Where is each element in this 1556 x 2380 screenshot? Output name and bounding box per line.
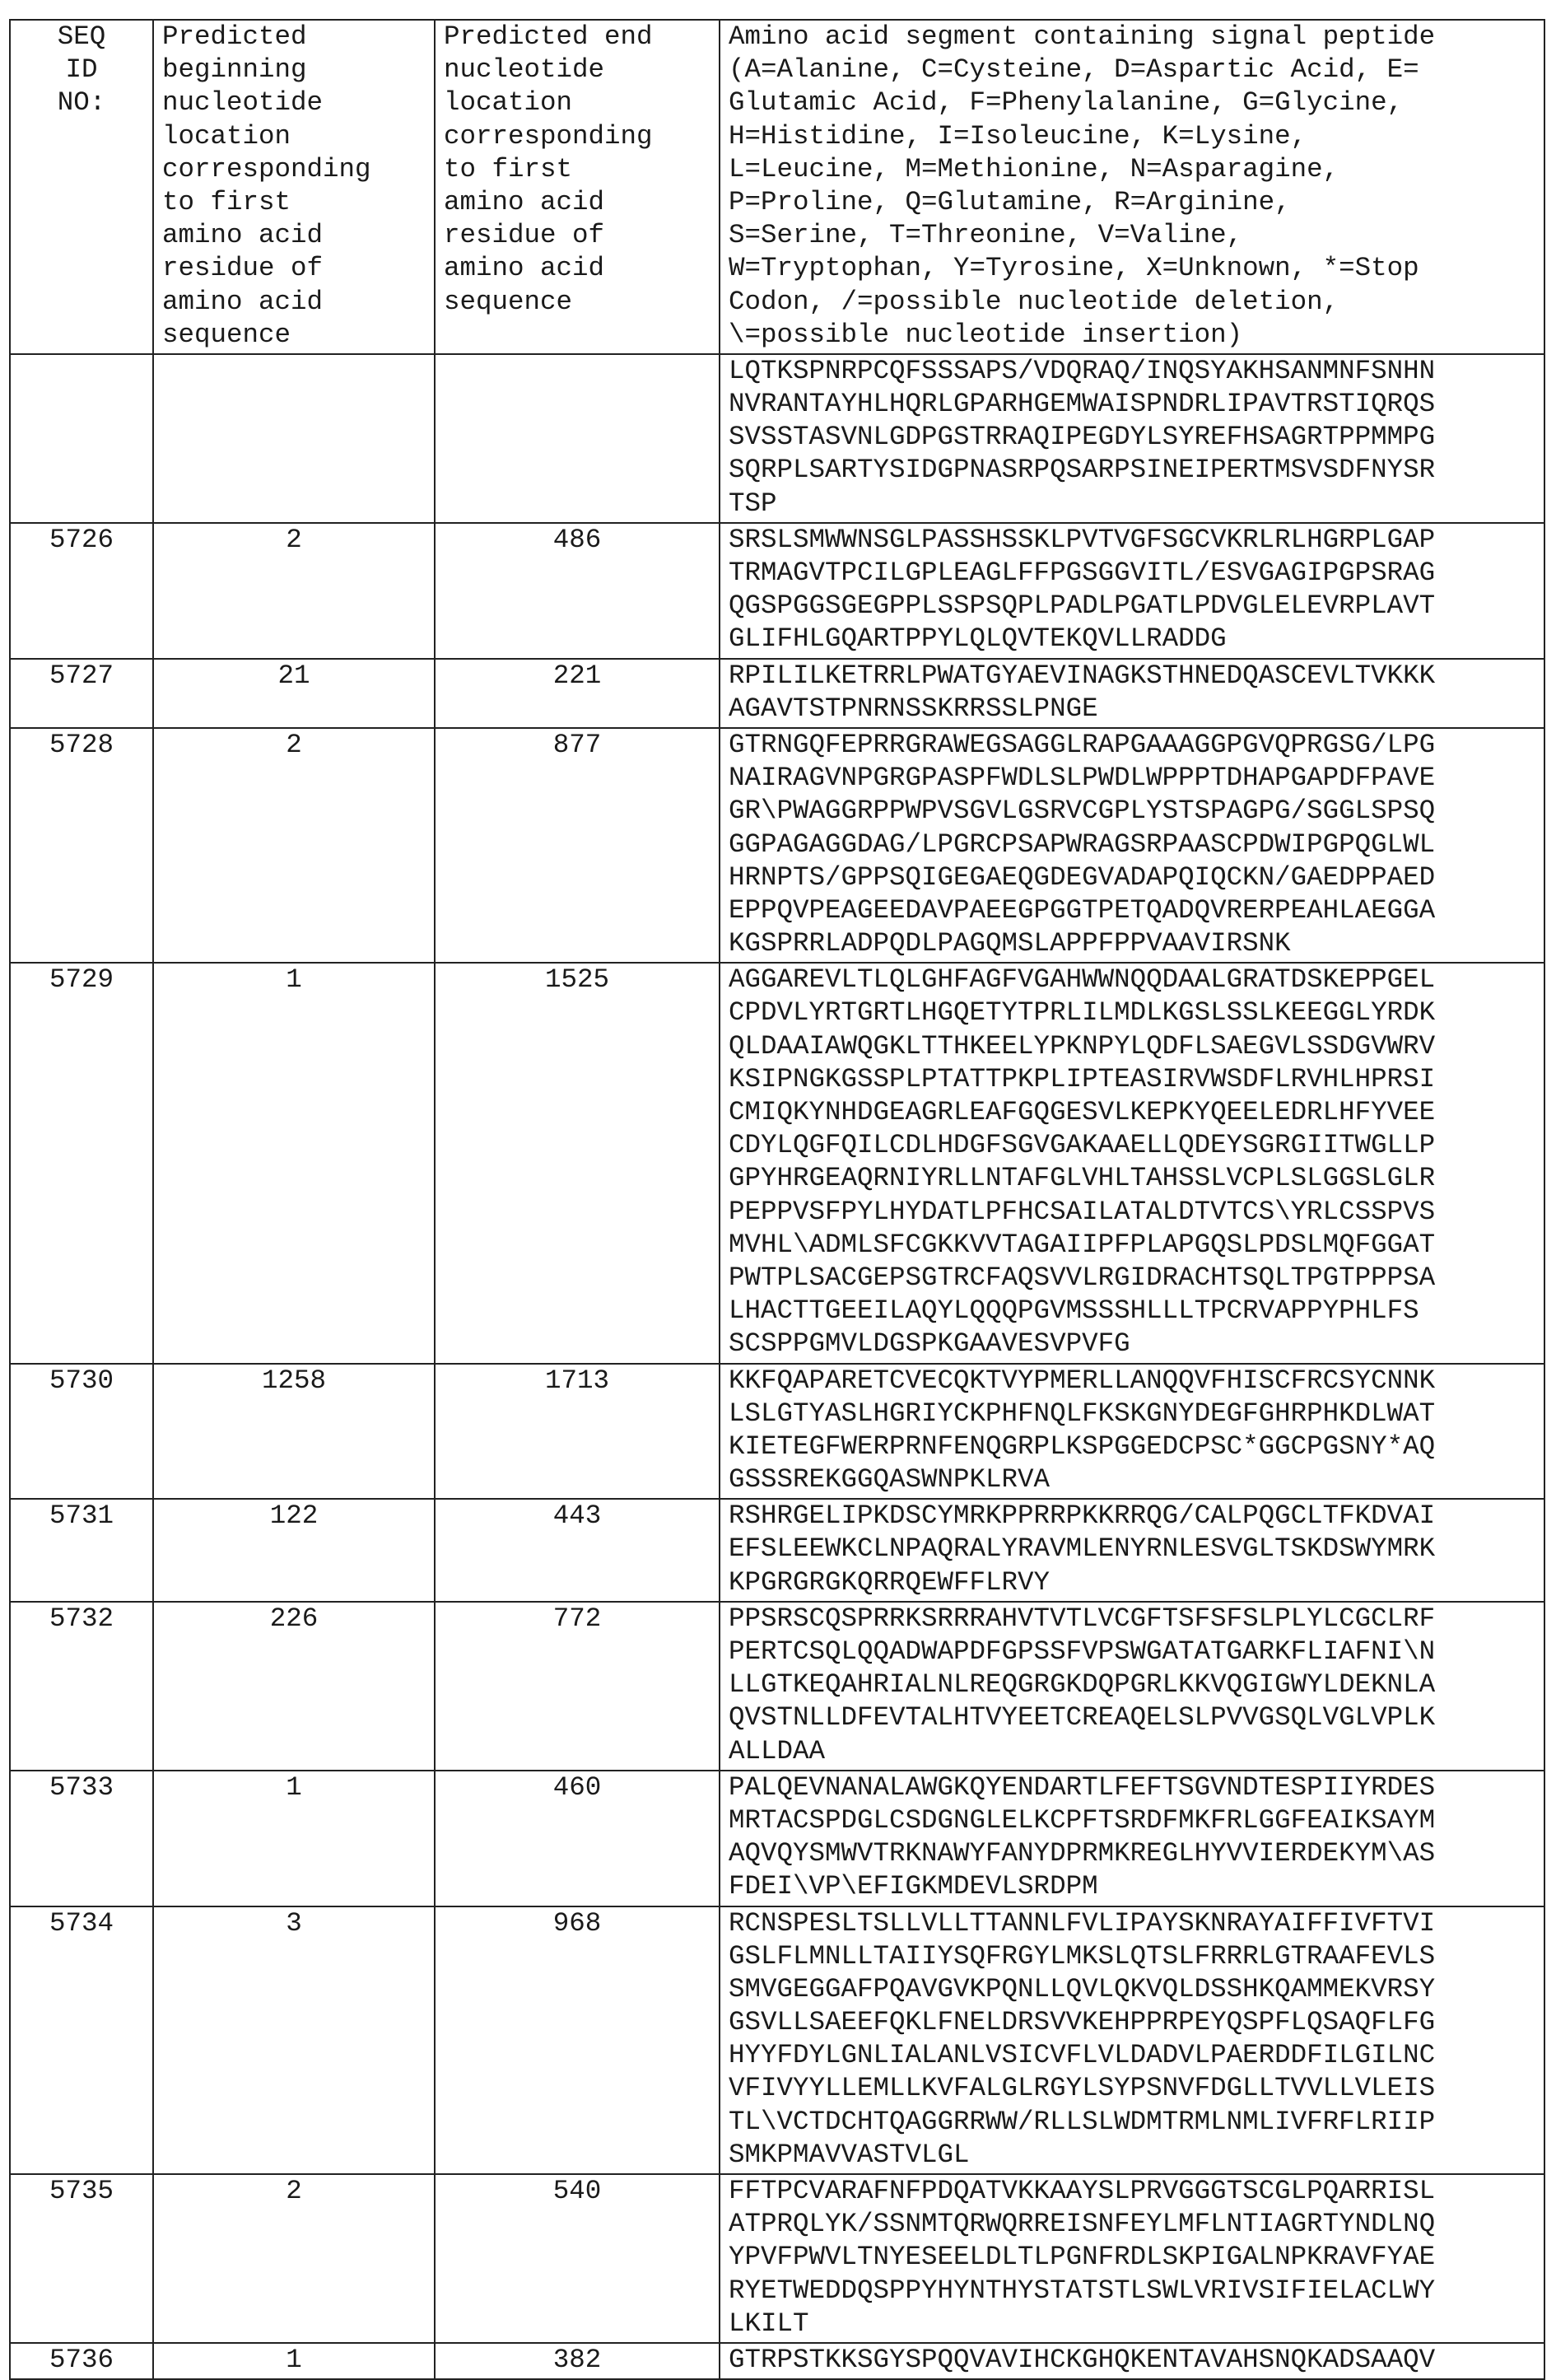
text-line: SRSLSMWWNSGLPASSHSSKLPVTVGFSGCVKRLRLHGRPLGAP [729,524,1540,557]
end-location: 486 [439,524,715,557]
text-line: CPDVLYRTGRTLHGQETYTPRLILMDLKGSLSSLKEEGGLYRDK [729,996,1540,1029]
text-line: \=possible nucleotide insertion) [729,319,1540,352]
text-line: to first [162,186,431,219]
text-line: ALLDAA [729,1735,1540,1768]
end-location: 540 [439,2175,715,2208]
begin-cell [153,1602,435,1771]
begin-location: 226 [157,1603,431,1636]
seq-id-cell [10,1602,153,1771]
seq-id [14,355,149,388]
table-row [10,354,1544,523]
text-line: EPPQVPEAGEEDAVPAEEGPGGTPETQADQVRERPEAHLAEGGA [729,894,1540,927]
sequence-cell [720,1499,1544,1602]
begin-location: 3 [157,1907,431,1940]
begin-cell [153,523,435,659]
seq-id-cell [10,2343,153,2379]
text-line: corresponding [444,120,715,153]
text-line: HRNPTS/GPPSQIGEGAEQGDEGVADAPQIQCKN/GAEDPPAED [729,861,1540,894]
begin-location: 21 [157,660,431,693]
text-line: CMIQKYNHDGEAGRLEAFGQGESVLKEPKYQEELEDRLHFYVEE [729,1096,1540,1129]
seq-id-cell [10,659,153,728]
seq-id-cell [10,354,153,523]
table-row [10,1499,1544,1602]
seq-id-cell [10,1364,153,1500]
text-line: RSHRGELIPKDSCYMRKPPRRPKKRRQG/CALPQGCLTFKDVAI [729,1500,1540,1533]
seq-id-cell [10,1499,153,1602]
sequence-cell [720,1906,1544,2175]
text-line: QGSPGGSGEGPPLSSPSQPLPADLPGATLPDVGLELEVRPLAVT [729,590,1540,623]
end-cell [435,523,720,659]
end-cell [435,1499,720,1602]
seq-id: 5726 [14,524,149,557]
text-line: EFSLEEWKCLNPAQRALYRAVMLENYRNLESVGLTSKDSWYMRK [729,1533,1540,1566]
text-line: corresponding [162,153,431,186]
text-line: amino acid [444,186,715,219]
text-line: LLGTKEQAHRIALNLREQGRGKDQPGRLKKVQGIGWYLDEKNLA [729,1668,1540,1701]
begin-cell [153,1771,435,1906]
sequence-cell [720,2174,1544,2343]
end-location [439,355,715,388]
text-line: nucleotide [444,54,715,86]
text-line: residue of [162,252,431,285]
text-line: sequence [162,319,431,352]
header-begin-location [153,20,435,354]
text-line: TRMAGVTPCILGPLEAGLFFPGSGGVITL/ESVGAGIPGPSRAG [729,557,1540,590]
table-row [10,1771,1544,1906]
end-location: 877 [439,729,715,762]
text-line: GLIFHLGQARTPPYLQLQVTEKQVLLRADDG [729,623,1540,656]
text-line: SMVGEGGAFPQAVGVKPQNLLQVLQKVQLDSSHKQAMMEKVRSY [729,1973,1540,2006]
begin-cell [153,2343,435,2379]
end-location: 382 [439,2344,715,2377]
text-line: GTRPSTKKSGYSPQQVAVIHCKGHQKENTAVAHSNQKADSAAQV [729,2344,1540,2377]
seq-id: 5734 [14,1907,149,1940]
text-line: GTRNGQFEPRRGRAWEGSAGGLRAPGAAAGGPGVQPRGSG/LPG [729,729,1540,762]
end-location: 772 [439,1603,715,1636]
sequence-cell [720,2343,1544,2379]
text-line: KPGRGRGKQRRQEWFFLRVY [729,1566,1540,1599]
text-line: NO: [14,86,149,119]
text-line: W=Tryptophan, Y=Tyrosine, X=Unknown, *=Stop [729,252,1540,285]
text-line: GR\PWAGGRPPWPVSGVLGSRVCGPLYSTSPAGPG/SGGLSPSQ [729,795,1540,828]
sequence-cell [720,659,1544,728]
text-line: GPYHRGEAQRNIYRLLNTAFGLVHLTAHSSLVCPLSLGGSLGLR [729,1162,1540,1195]
text-line: QVSTNLLDFEVTALHTVYEETCREAQELSLPVVGSQLVGLVPLK [729,1701,1540,1734]
begin-location: 1 [157,2344,431,2377]
seq-id: 5735 [14,2175,149,2208]
text-line: MVHL\ADMLSFCGKKVVTAGAIIPFPLAPGQSLPDSLMQFGGAT [729,1229,1540,1262]
sequence-cell [720,354,1544,523]
text-line: LQTKSPNRPCQFSSSAPS/VDQRAQ/INQSYAKHSANMNFSNHN [729,355,1540,388]
text-line: RPILILKETRRLPWATGYAEVINAGKSTHNEDQASCEVLTVKKK [729,660,1540,693]
text-line: GSLFLMNLLTAIIYSQFRGYLMKSLQTSLFRRRLGTRAAFEVLS [729,1940,1540,1973]
end-location: 460 [439,1771,715,1804]
text-line: PALQEVNANALAWGKQYENDARTLFEFTSGVNDTESPIIYRDES [729,1771,1540,1804]
seq-id-cell [10,728,153,963]
end-cell [435,728,720,963]
text-line: RYETWEDDQSPPYHYNTHYSTATSTLSWLVRIVSIFIELACLWY [729,2275,1540,2308]
text-line: HYYFDYLGNLIALANLVSICVFLVLDADVLPAERDDFILGILNC [729,2039,1540,2072]
begin-location: 1 [157,1771,431,1804]
text-line: S=Serine, T=Threonine, V=Valine, [729,219,1540,252]
text-line: location [162,120,431,153]
table-row [10,963,1544,1363]
text-line: VFIVYYLLEMLLKVFALGLRGYLSYPSNVFDGLLTVVLLVLEIS [729,2072,1540,2105]
text-line: FFTPCVARAFNFPDQATVKKAAYSLPRVGGGTSCGLPQARRISL [729,2175,1540,2208]
text-line: Predicted [162,21,431,54]
seq-id: 5727 [14,660,149,693]
begin-location: 1 [157,964,431,996]
begin-location: 122 [157,1500,431,1533]
seq-id: 5730 [14,1365,149,1398]
text-line: ID [14,54,149,86]
begin-cell [153,354,435,523]
begin-location: 2 [157,729,431,762]
text-line: KKFQAPARETCVECQKTVYPMERLLANQQVFHISCFRCSYCNNK [729,1365,1540,1398]
begin-cell [153,1499,435,1602]
text-line: ATPRQLYK/SSNMTQRWQRREISNFEYLMFLNTIAGRTYNDLNQ [729,2208,1540,2241]
seq-id-cell [10,1771,153,1906]
text-line: location [444,86,715,119]
seq-id: 5731 [14,1500,149,1533]
text-line: (A=Alanine, C=Cysteine, D=Aspartic Acid, E= [729,54,1540,86]
text-line: Glutamic Acid, F=Phenylalanine, G=Glycine, [729,86,1540,119]
end-cell [435,1602,720,1771]
table-body [10,20,1544,2379]
table-row [10,523,1544,659]
text-line: KGSPRRLADPQDLPAGQMSLAPPFPPVAAVIRSNK [729,927,1540,960]
text-line: YPVFPWVLTNYESEELDLTLPGNFRDLSKPIGALNPKRAVFYAE [729,2241,1540,2274]
text-line: amino acid [162,286,431,319]
text-line: AGAVTSTPNRNSSKRRSSLPNGE [729,693,1540,726]
seq-id-cell [10,2174,153,2343]
table-row [10,1602,1544,1771]
end-cell [435,1906,720,2175]
text-line: PEPPVSFPYLHYDATLPFHCSAILATALDTVTCS\YRLCSSPVS [729,1196,1540,1229]
end-location: 443 [439,1500,715,1533]
text-line: PWTPLSACGEPSGTRCFAQSVVLRGIDRACHTSQLTPGTPPPSA [729,1262,1540,1295]
text-line: NVRANTAYHLHQRLGPARHGEMWAISPNDRLIPAVTRSTIQRQS [729,388,1540,421]
begin-cell [153,1906,435,2175]
end-cell [435,2174,720,2343]
text-line: SEQ [14,21,149,54]
header-row [10,20,1544,354]
table-row [10,728,1544,963]
text-line: PPSRSCQSPRRKSRRRAHVTVTLVCGFTSFSFSLPLYLCGCLRF [729,1603,1540,1636]
text-line: amino acid [444,252,715,285]
table-row [10,659,1544,728]
begin-cell [153,963,435,1363]
text-line: KIETEGFWERPRNFENQGRPLKSPGGEDCPSC*GGCPGSNY*AQ [729,1430,1540,1463]
header-amino-acid-segment [720,20,1544,354]
seq-id-cell [10,523,153,659]
begin-cell [153,1364,435,1500]
end-location: 968 [439,1907,715,1940]
end-location: 1713 [439,1365,715,1398]
text-line: TSP [729,488,1540,520]
sequence-cell [720,1364,1544,1500]
begin-location: 2 [157,2175,431,2208]
text-line: H=Histidine, I=Isoleucine, K=Lysine, [729,120,1540,153]
text-line: amino acid [162,219,431,252]
text-line: GSSSREKGGQASWNPKLRVA [729,1463,1540,1496]
begin-location: 2 [157,524,431,557]
seq-id: 5728 [14,729,149,762]
text-line: Codon, /=possible nucleotide deletion, [729,286,1540,319]
seq-id-cell [10,963,153,1363]
begin-location [157,355,431,388]
text-line: KSIPNGKGSSPLPTATTPKPLIPTEASIRVWSDFLRVHLHPRSI [729,1063,1540,1096]
text-line: LKILT [729,2308,1540,2340]
text-line: LSLGTYASLHGRIYCKPHFNQLFKSKGNYDEGFGHRPHKDLWAT [729,1398,1540,1430]
text-line: MRTACSPDGLCSDGNGLELKCPFTSRDFMKFRLGGFEAIKSAYM [729,1804,1540,1837]
end-cell [435,2343,720,2379]
text-line: SVSSTASVNLGDPGSTRRAQIPEGDYLSYREFHSAGRTPPMMPG [729,421,1540,454]
end-location: 1525 [439,964,715,996]
text-line: NAIRAGVNPGRGPASPFWDLSLPWDLWPPPTDHAPGAPDFPAVE [729,762,1540,795]
seq-id: 5736 [14,2344,149,2377]
text-line: PERTCSQLQQADWAPDFGPSSFVPSWGATATGARKFLIAFNI\N [729,1636,1540,1668]
text-line: beginning [162,54,431,86]
sequence-cell [720,523,1544,659]
text-line: TL\VCTDCHTQAGGRRWW/RLLSLWDMTRMLNMLIVFRFLRIIP [729,2106,1540,2139]
end-cell [435,1771,720,1906]
seq-id: 5729 [14,964,149,996]
text-line: AGGAREVLTLQLGHFAGFVGAHWWNQQDAALGRATDSKEPPGEL [729,964,1540,996]
table-row [10,2174,1544,2343]
seq-id: 5733 [14,1771,149,1804]
end-location: 221 [439,660,715,693]
text-line: L=Leucine, M=Methionine, N=Asparagine, [729,153,1540,186]
text-line: SCSPPGMVLDGSPKGAAVESVPVFG [729,1328,1540,1360]
header-seq-id [10,20,153,354]
table-row [10,2343,1544,2379]
end-cell [435,659,720,728]
end-cell [435,1364,720,1500]
text-line: residue of [444,219,715,252]
text-line: to first [444,153,715,186]
text-line: SMKPMAVVASTVLGL [729,2139,1540,2172]
seq-id: 5732 [14,1603,149,1636]
text-line: QLDAAIAWQGKLTTHKEELYPKNPYLQDFLSAEGVLSSDGVWRV [729,1030,1540,1063]
sequence-cell [720,1771,1544,1906]
begin-cell [153,2174,435,2343]
text-line: GGPAGAGGDAG/LPGRCPSAPWRAGSRPAASCPDWIPGPQGLWL [729,828,1540,861]
text-line: FDEI\VP\EFIGKMDEVLSRDPM [729,1870,1540,1903]
text-line: Predicted end [444,21,715,54]
signal-peptide-table [9,19,1545,2380]
sequence-cell [720,963,1544,1363]
text-line: SQRPLSARTYSIDGPNASRPQSARPSINEIPERTMSVSDFNYSR [729,454,1540,487]
begin-cell [153,659,435,728]
text-line: nucleotide [162,86,431,119]
text-line: RCNSPESLTSLLVLLTTANNLFVLIPAYSKNRAYAIFFIVFTVI [729,1907,1540,1940]
end-cell [435,963,720,1363]
end-cell [435,354,720,523]
sequence-cell [720,728,1544,963]
text-line: P=Proline, Q=Glutamine, R=Arginine, [729,186,1540,219]
sequence-cell [720,1602,1544,1771]
text-line: CDYLQGFQILCDLHDGFSGVGAKAAELLQDEYSGRGIITWGLLP [729,1129,1540,1162]
seq-id-cell [10,1906,153,2175]
table-row [10,1906,1544,2175]
text-line: GSVLLSAEEFQKLFNELDRSVVKEHPPRPEYQSPFLQSAQFLFG [729,2006,1540,2039]
begin-cell [153,728,435,963]
text-line: AQVQYSMWVTRKNAWYFANYDPRMKREGLHYVVIERDEKYM\AS [729,1837,1540,1870]
text-line: Amino acid segment containing signal peptide [729,21,1540,54]
header-end-location [435,20,720,354]
table-row [10,1364,1544,1500]
begin-location: 1258 [157,1365,431,1398]
text-line: sequence [444,286,715,319]
text-line: LHACTTGEEILAQYLQQQPGVMSSSHLLLTPCRVAPPYPHLFS [729,1295,1540,1328]
